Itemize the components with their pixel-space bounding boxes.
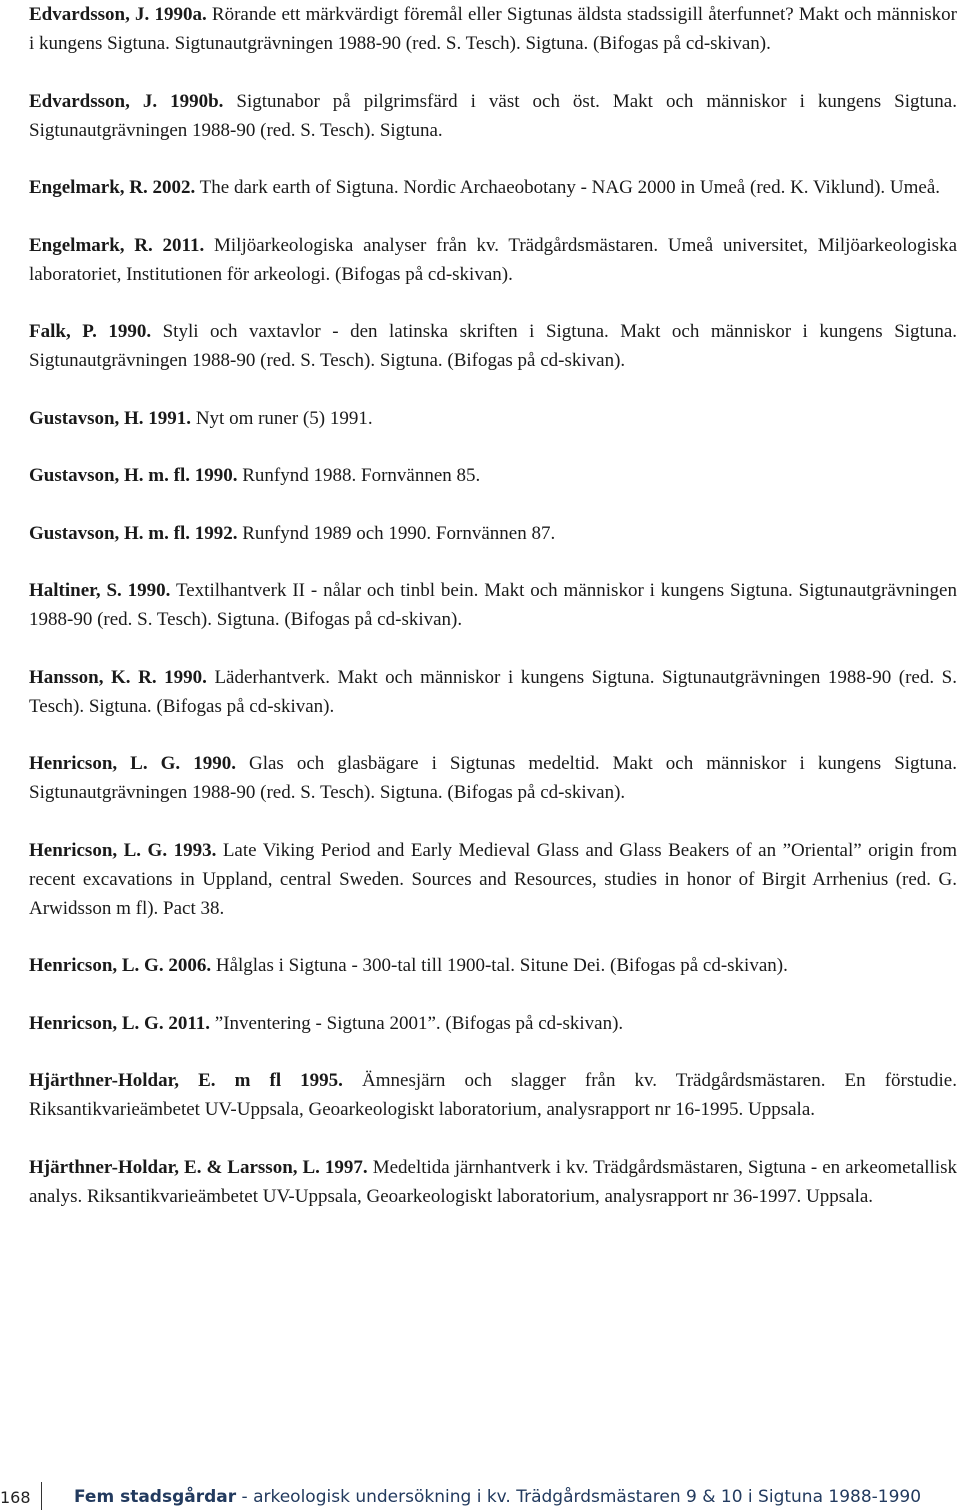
reference-entry [29,404,957,433]
reference-text: Late Viking Period and Early Medieval Glass and Glass Beakers of an ”Oriental” origin from recent excavations in Uppland, central Sweden. Sources and Resources, studies in honor of Birgit Arrhenius (red. G. Arwidsson m fl). Pact 38. [29,839,957,919]
reference-author: Edvardsson, J. 1990a. [29,4,207,25]
reference-entry [29,317,957,375]
reference-entry [29,663,957,721]
footer-title [74,1487,921,1507]
reference-text: The dark earth of Sigtuna. Nordic Archaeobotany - NAG 2000 in Umeå (red. K. Viklund). Umeå. [199,177,941,198]
reference-text: Runfynd 1988. Fornvännen 85. [242,465,481,486]
page-footer [0,1482,960,1510]
page-number: 168 [0,1488,31,1507]
reference-author: Gustavson, H. m. fl. 1990. [29,465,238,486]
reference-entry [29,0,957,58]
reference-author: Henricson, L. G. 1990. [29,753,236,774]
footer-title-bold: Fem stadsgårdar [74,1487,237,1507]
reference-author: Henricson, L. G. 2011. [29,1012,211,1034]
reference-list [29,0,957,1239]
reference-entry [29,951,957,980]
reference-entry [29,1066,957,1124]
reference-author: Falk, P. 1990. [29,321,152,342]
footer-divider [41,1482,42,1510]
reference-text: Medeltida järnhantverk i kv. Trädgårdsmästaren, Sigtuna - en arkeometallisk analys. Riksantikvarieämbetet UV-Uppsala, Geoarkeologiskt laboratorium, analysrapport nr 36-1997. Uppsala. [29,1156,958,1207]
reference-text: Nyt om runer (5) 1991. [195,407,373,429]
reference-entry [29,1009,957,1038]
reference-text: Läderhantverk. Makt och människor i kungens Sigtuna. Sigtunautgrävningen 1988-90 (red. S. Tesch). Sigtuna. (Bifogas på cd-skivan). [29,666,957,717]
reference-entry [29,519,957,548]
reference-text: Hålglas i Sigtuna - 300-tal till 1900-tal. Situne Dei. (Bifogas på cd-skivan). [215,955,788,976]
reference-entry [29,87,957,145]
reference-text: Ämnesjärn och slagger från kv. Trädgårdsmästaren. En förstudie. Riksantikvarieämbetet UV-Uppsala, Geoarkeologiskt laboratorium, analysrapport nr 16-1995. Uppsala. [29,1070,957,1120]
reference-author: Hjärthner-Holdar, E. & Larsson, L. 1997. [29,1156,368,1178]
reference-entry [29,461,957,490]
reference-text: Runfynd 1989 och 1990. Fornvännen 87. [242,522,556,544]
reference-author: Engelmark, R. 2002. [29,177,196,198]
reference-text: Styli och vaxtavlor - den latinska skriften i Sigtuna. Makt och människor i kungens Sigtuna. Sigtunautgrävningen 1988-90 (red. S. Tesch). Sigtuna. (Bifogas på cd-skivan). [29,321,957,371]
reference-entry [29,576,957,634]
reference-author: Gustavson, H. m. fl. 1992. [29,522,238,544]
reference-entry [29,173,957,202]
reference-entry [29,231,957,289]
reference-author: Gustavson, H. 1991. [29,407,192,429]
reference-text: Sigtunabor på pilgrimsfärd i väst och öst. Makt och människor i kungens Sigtuna. Sigtunautgrävningen 1988-90 (red. S. Tesch). Sigtuna. [29,90,957,141]
reference-text: Glas och glasbägare i Sigtunas medeltid. Makt och människor i kungens Sigtuna. Sigtunautgrävningen 1988-90 (red. S. Tesch). Sigtuna. (Bifogas på cd-skivan). [29,753,958,803]
footer-title-rest: - arkeologisk undersökning i kv. Trädgårdsmästaren 9 & 10 i Sigtuna 1988-1990 [236,1487,922,1507]
reference-entry [29,749,957,807]
reference-author: Engelmark, R. 2011. [29,234,205,256]
reference-text: Textilhantverk II - nålar och tinbl bein. Makt och människor i kungens Sigtuna. Sigtunautgrävningen 1988-90 (red. S. Tesch). Sigtuna. (Bifogas på cd-skivan). [29,580,957,630]
reference-entry [29,1153,957,1211]
reference-author: Edvardsson, J. 1990b. [29,90,224,112]
reference-text: Miljöarkeologiska analyser från kv. Trädgårdsmästaren. Umeå universitet, Miljöarkeologiska laboratoriet, Institutionen för arkeologi. (Bifogas på cd-skivan). [29,234,958,285]
reference-author: Haltiner, S. 1990. [29,580,171,601]
reference-entry [29,836,957,923]
reference-author: Hjärthner-Holdar, E. m fl 1995. [29,1070,343,1091]
reference-text: Rörande ett märkvärdigt föremål eller Sigtunas äldsta stadssigill återfunnet? Makt och människor i kungens Sigtuna. Sigtunautgrävningen 1988-90 (red. S. Tesch). Sigtuna. (Bifogas på cd-skivan). [29,4,957,54]
reference-author: Hansson, K. R. 1990. [29,666,207,688]
reference-author: Henricson, L. G. 2006. [29,955,212,976]
reference-text: ”Inventering - Sigtuna 2001”. (Bifogas på cd-skivan). [214,1012,624,1034]
reference-author: Henricson, L. G. 1993. [29,839,217,861]
